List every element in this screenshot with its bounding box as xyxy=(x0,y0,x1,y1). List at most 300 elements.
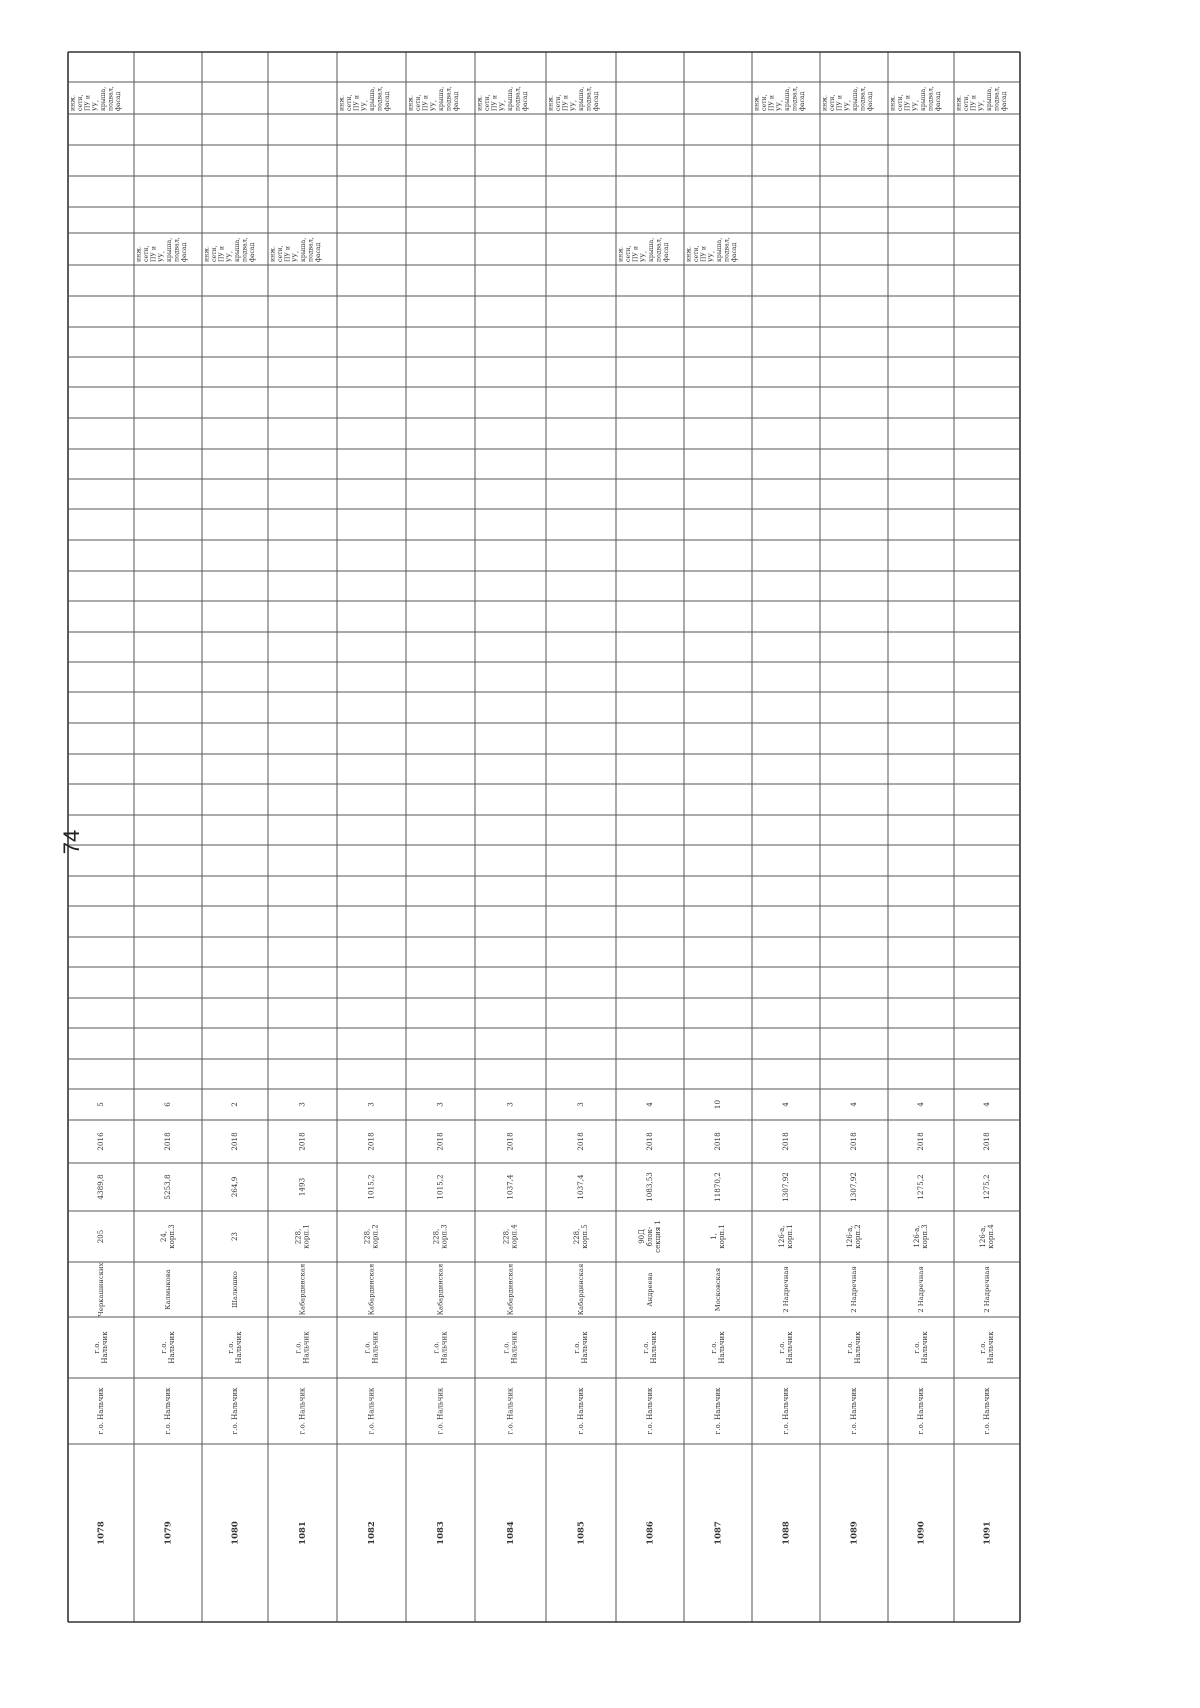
floors-cell-line: 5 xyxy=(96,1102,105,1107)
repair-works-note-line: подвал, xyxy=(585,86,593,111)
total-area-cell xyxy=(163,1174,172,1200)
repair-works-note-line: фасад xyxy=(181,242,189,262)
total-area-cell-line: 11870,2 xyxy=(713,1172,722,1202)
repair-works-note-line: сети, xyxy=(693,245,701,262)
repair-works-note-line: УУ, xyxy=(499,100,507,111)
repair-year-cell-line: 2018 xyxy=(576,1132,585,1151)
floors-cell xyxy=(163,1102,172,1107)
floors-cell xyxy=(916,1102,925,1107)
street-cell-line: Шалюшко xyxy=(231,1271,239,1308)
repair-year-cell xyxy=(367,1132,376,1151)
repair-works-note-line: сети, xyxy=(415,94,423,111)
house-number-cell xyxy=(979,1224,995,1249)
repair-works-note-line: крыша, xyxy=(233,237,241,262)
house-number-cell-line: 24, xyxy=(159,1230,168,1243)
street-cell xyxy=(714,1268,722,1311)
repair-works-note-line: фасад xyxy=(593,91,601,111)
house-number-cell xyxy=(846,1224,862,1248)
repair-works-note-line: ПУ и xyxy=(768,95,776,111)
repair-works-note-line: инж. xyxy=(955,95,963,111)
street-cell xyxy=(97,1262,105,1316)
repair-year-cell xyxy=(96,1132,105,1151)
house-number-cell-line: 1, xyxy=(709,1233,718,1240)
repair-works-note-line: крыша, xyxy=(99,86,107,111)
street-cell xyxy=(164,1269,172,1310)
settlement-cell-line: г.о. xyxy=(502,1341,511,1354)
total-area-cell xyxy=(713,1172,722,1202)
street-cell-line: 2 Надречная xyxy=(850,1266,858,1313)
settlement-cell-line: Нальчик xyxy=(371,1331,380,1364)
repair-works-note-line: крыша, xyxy=(783,86,791,111)
row-number-line: 1083 xyxy=(436,1521,446,1545)
municipality-cell xyxy=(368,1387,376,1434)
house-number-cell-line: корп.4 xyxy=(510,1224,519,1249)
total-area-cell-line: 1275,2 xyxy=(982,1174,991,1200)
street-cell xyxy=(299,1264,307,1315)
repair-works-note-line: сети, xyxy=(346,94,354,111)
floors-cell-line: 4 xyxy=(645,1102,654,1107)
repair-works-note-line: инж. xyxy=(69,95,77,111)
row-number xyxy=(983,1521,993,1545)
repair-year-cell xyxy=(781,1132,790,1151)
row-number-line: 1088 xyxy=(781,1521,792,1545)
municipality-cell-line: г.о. Нальчик xyxy=(850,1387,858,1435)
municipality-cell-line: г.о. Нальчик xyxy=(298,1387,307,1435)
settlement-cell xyxy=(642,1331,658,1364)
house-number-cell xyxy=(231,1232,239,1241)
total-area-cell-line: 1275,2 xyxy=(916,1174,925,1200)
repair-works-note-line: инж. xyxy=(476,95,484,111)
total-area-cell xyxy=(96,1174,105,1200)
floors-cell-line: 6 xyxy=(163,1102,172,1107)
repair-year-cell-line: 2018 xyxy=(230,1132,239,1151)
settlement-cell xyxy=(913,1331,929,1364)
repair-works-note xyxy=(618,237,671,262)
repair-works-note xyxy=(408,86,461,111)
repair-year-cell xyxy=(576,1132,585,1151)
house-number-cell xyxy=(710,1224,726,1248)
repair-works-note-line: УУ, xyxy=(430,100,438,111)
municipality-cell-line: г.о. Нальчик xyxy=(436,1387,445,1435)
house-number-cell-line: 228, xyxy=(294,1228,303,1245)
repair-works-note xyxy=(70,86,123,111)
settlement-cell xyxy=(573,1331,589,1364)
total-area-cell xyxy=(506,1174,515,1200)
floors-cell-line: 4 xyxy=(849,1102,858,1107)
settlement-cell-line: г.о. xyxy=(641,1341,650,1354)
total-area-cell-line: 1037,4 xyxy=(505,1174,515,1200)
row-number-line: 1079 xyxy=(163,1521,174,1545)
municipality-cell-line: г.о. Нальчик xyxy=(782,1387,790,1435)
settlement-cell xyxy=(710,1331,726,1364)
house-number-cell-line: 228, xyxy=(363,1228,372,1245)
row-number xyxy=(506,1521,516,1545)
house-number-cell-line: корп.5 xyxy=(581,1224,590,1249)
floors-cell xyxy=(367,1102,376,1107)
repair-works-note-line: подвал, xyxy=(173,237,181,262)
settlement-cell xyxy=(363,1331,379,1364)
repair-works-note-line: ПУ и xyxy=(218,246,226,262)
repair-works-note-line: УУ, xyxy=(978,100,986,111)
total-area-cell xyxy=(298,1177,307,1196)
repair-works-note-line: сети, xyxy=(484,94,492,111)
repair-works-note-line: крыша, xyxy=(851,86,859,111)
municipality-cell-line: г.о. Нальчик xyxy=(983,1387,991,1435)
repair-works-note-line: ПУ и xyxy=(353,95,361,111)
municipality-cell xyxy=(850,1387,858,1434)
settlement-cell-line: Нальчик xyxy=(921,1331,930,1364)
house-number-cell-line: 228, xyxy=(572,1228,581,1245)
floors-cell-line: 2 xyxy=(230,1102,239,1107)
repair-works-note-line: сети, xyxy=(211,245,219,262)
repair-year-cell xyxy=(298,1132,307,1151)
repair-works-note-line: подвал, xyxy=(307,237,315,262)
row-number xyxy=(646,1521,656,1545)
repair-works-note-line: фасад xyxy=(453,91,461,111)
municipality-cell xyxy=(714,1387,722,1434)
floors-cell xyxy=(982,1102,991,1107)
settlement-cell-line: г.о. xyxy=(777,1341,786,1354)
repair-works-note-line: УУ, xyxy=(570,100,578,111)
house-number-cell-line: 228, xyxy=(432,1228,441,1245)
repair-works-note-line: крыша, xyxy=(506,86,514,111)
repair-works-note-line: фасад xyxy=(115,91,123,111)
repair-works-note-line: ПУ и xyxy=(150,246,158,262)
house-number-cell xyxy=(363,1224,379,1248)
municipality-cell-line: г.о. Нальчик xyxy=(97,1387,105,1435)
house-number-cell-line: корп.1 xyxy=(302,1224,311,1249)
floors-cell-line: 10 xyxy=(713,1099,722,1110)
street-cell xyxy=(646,1272,654,1306)
row-number-line: 1084 xyxy=(506,1521,516,1545)
municipality-cell xyxy=(646,1387,654,1434)
settlement-cell-line: Нальчик xyxy=(302,1331,311,1364)
repair-works-note-line: ПУ и xyxy=(970,95,978,111)
repair-year-cell-line: 2018 xyxy=(366,1132,376,1151)
repair-works-note-line: сети, xyxy=(829,94,837,111)
settlement-cell xyxy=(93,1331,109,1364)
repair-works-note xyxy=(204,237,257,262)
repair-works-note-line: инж. xyxy=(685,246,693,262)
street-cell-line: 2 Надречная xyxy=(782,1266,790,1313)
floors-cell-line: 3 xyxy=(297,1102,307,1107)
row-number-line: 1089 xyxy=(849,1521,860,1545)
settlement-cell-line: Нальчик xyxy=(581,1331,590,1364)
floors-cell xyxy=(230,1102,239,1107)
floors-cell-line: 3 xyxy=(435,1102,445,1107)
repair-works-note-line: подвал, xyxy=(791,86,799,111)
repair-works-note-line: инж. xyxy=(821,95,829,111)
total-area-cell xyxy=(576,1174,585,1200)
repair-works-note-line: ПУ и xyxy=(491,95,499,111)
house-number-cell-line: 126-а, xyxy=(912,1225,921,1248)
repair-works-note-line: подвал, xyxy=(107,86,115,111)
row-number-line: 1085 xyxy=(576,1521,587,1545)
row-number-line: 1086 xyxy=(645,1521,656,1545)
settlement-cell-line: г.о. xyxy=(226,1341,235,1354)
house-number-cell-line: корп.3 xyxy=(168,1224,177,1249)
repair-year-cell-line: 2018 xyxy=(713,1132,722,1151)
repair-year-cell xyxy=(645,1132,654,1151)
house-number-cell-line: корп.1 xyxy=(718,1224,727,1249)
settlement-cell-line: Нальчик xyxy=(168,1331,177,1364)
street-cell xyxy=(782,1266,790,1312)
house-number-cell-line: 205 xyxy=(97,1229,105,1244)
house-number-cell-line: 23 xyxy=(231,1232,239,1241)
municipality-cell-line: г.о. Нальчик xyxy=(577,1387,585,1435)
settlement-cell-line: г.о. xyxy=(159,1341,168,1354)
house-number-cell xyxy=(573,1224,589,1248)
repair-works-note-line: сети, xyxy=(761,94,769,111)
repair-works-note xyxy=(686,237,739,262)
municipality-cell-line: г.о. Нальчик xyxy=(714,1387,722,1435)
row-number xyxy=(782,1521,792,1545)
house-number-cell-line: 228, xyxy=(502,1228,511,1245)
floors-cell-line: 3 xyxy=(505,1102,515,1107)
repair-works-note-line: УУ, xyxy=(708,251,716,262)
floors-cell xyxy=(645,1102,654,1107)
repair-works-note-line: крыша, xyxy=(165,237,173,262)
row-number-line: 1081 xyxy=(298,1521,308,1545)
repair-year-cell xyxy=(163,1132,172,1151)
row-number xyxy=(436,1521,446,1545)
municipality-cell xyxy=(507,1387,515,1434)
settlement-cell xyxy=(979,1331,995,1364)
repair-works-note xyxy=(477,86,530,111)
floors-cell xyxy=(576,1102,585,1107)
house-number-cell xyxy=(97,1230,105,1243)
row-number xyxy=(164,1521,174,1545)
repair-works-note-line: крыша, xyxy=(919,86,927,111)
house-number-cell xyxy=(432,1224,448,1248)
repair-year-cell-line: 2018 xyxy=(849,1132,858,1151)
total-area-cell-line: 1307,92 xyxy=(849,1172,858,1202)
house-number-cell-line: корп.3 xyxy=(440,1224,449,1249)
repair-year-cell-line: 2018 xyxy=(781,1132,790,1151)
settlement-cell-line: Нальчик xyxy=(987,1331,996,1364)
settlement-cell xyxy=(502,1331,518,1364)
municipality-cell xyxy=(917,1387,925,1434)
floors-cell-line: 4 xyxy=(982,1102,991,1107)
repair-works-note-line: подвал, xyxy=(927,86,935,111)
repair-works-note-line: инж. xyxy=(889,95,897,111)
floors-cell xyxy=(96,1102,105,1107)
settlement-cell-line: Нальчик xyxy=(235,1331,244,1364)
settlement-cell-line: Нальчик xyxy=(650,1331,659,1364)
repair-works-note-line: фасад xyxy=(249,242,257,262)
repair-works-note-line: ПУ и xyxy=(284,246,292,262)
repair-works-note-line: крыша, xyxy=(715,237,723,262)
municipality-cell-line: г.о. Нальчик xyxy=(231,1387,239,1435)
municipality-cell-line: г.о. Нальчик xyxy=(367,1387,376,1435)
house-number-cell-line: корп.2 xyxy=(854,1224,863,1249)
row-number-line: 1087 xyxy=(713,1521,724,1545)
repair-works-note-line: подвал, xyxy=(376,86,384,111)
settlement-cell xyxy=(432,1331,448,1364)
row-number xyxy=(97,1521,107,1545)
floors-cell xyxy=(849,1102,858,1107)
repair-works-note-line: подвал, xyxy=(723,237,731,262)
house-number-cell-line: 90Д xyxy=(637,1229,646,1244)
repair-works-note-line: ПУ и xyxy=(700,246,708,262)
total-area-cell-line: 264,9 xyxy=(230,1176,239,1198)
total-area-cell-line: 1015,2 xyxy=(435,1174,445,1200)
settlement-cell-line: г.о. xyxy=(432,1341,441,1354)
house-number-cell xyxy=(638,1220,662,1253)
municipality-cell-line: г.о. Нальчик xyxy=(164,1387,172,1435)
settlement-cell xyxy=(227,1331,243,1364)
settlement-cell-line: г.о. xyxy=(363,1341,372,1354)
repair-works-note-line: сети, xyxy=(897,94,905,111)
street-cell xyxy=(507,1264,515,1315)
house-number-cell-line: секция 1 xyxy=(654,1220,663,1253)
municipality-cell-line: г.о. Нальчик xyxy=(646,1387,654,1435)
repair-year-cell-line: 2016 xyxy=(96,1132,105,1151)
repair-works-note-line: сети, xyxy=(143,245,151,262)
street-cell xyxy=(850,1266,858,1312)
floors-cell xyxy=(781,1102,790,1107)
municipality-cell xyxy=(437,1387,445,1434)
total-area-cell-line: 1493 xyxy=(297,1177,307,1197)
repair-year-cell-line: 2018 xyxy=(505,1132,515,1151)
floors-cell-line: 3 xyxy=(576,1102,585,1107)
floors-cell-line: 3 xyxy=(366,1102,376,1107)
repair-works-note-line: фасад xyxy=(799,91,807,111)
municipality-cell xyxy=(231,1387,239,1434)
house-number-cell xyxy=(778,1224,794,1248)
repair-works-note-line: ПУ и xyxy=(632,246,640,262)
repair-year-cell xyxy=(230,1132,239,1151)
street-cell-line: Кабардинская xyxy=(436,1263,445,1316)
repair-works-note-line: инж. xyxy=(135,246,143,262)
floors-cell-line: 4 xyxy=(916,1102,925,1107)
repair-works-note-line: инж. xyxy=(407,95,415,111)
settlement-cell-line: Нальчик xyxy=(718,1331,727,1364)
settlement-cell xyxy=(778,1331,794,1364)
street-cell xyxy=(917,1266,925,1312)
street-cell xyxy=(437,1264,445,1315)
municipality-cell-line: г.о. Нальчик xyxy=(917,1387,925,1435)
house-number-cell-line: корп.3 xyxy=(921,1224,930,1249)
repair-works-note-line: крыша, xyxy=(577,86,585,111)
repair-works-note xyxy=(270,237,323,262)
house-number-cell xyxy=(502,1224,518,1249)
repair-year-cell-line: 2018 xyxy=(435,1132,445,1151)
total-area-cell-line: 5253,8 xyxy=(163,1174,172,1200)
total-area-cell-line: 1083,53 xyxy=(645,1172,654,1202)
repair-works-note-line: фасад xyxy=(731,242,739,262)
repair-year-cell xyxy=(713,1132,722,1151)
settlement-cell xyxy=(160,1331,176,1364)
row-number-line: 1078 xyxy=(96,1521,107,1545)
total-area-cell xyxy=(367,1174,376,1199)
municipality-cell xyxy=(782,1387,790,1434)
repair-works-note-line: УУ, xyxy=(912,100,920,111)
floors-cell xyxy=(713,1100,722,1110)
repair-works-note-line: УУ, xyxy=(844,100,852,111)
repair-year-cell xyxy=(506,1132,515,1151)
table-cells xyxy=(70,86,1009,1545)
total-area-cell xyxy=(982,1174,991,1199)
repair-works-note-line: УУ, xyxy=(292,251,300,262)
repair-works-note-line: подвал, xyxy=(993,86,1001,111)
repair-year-cell-line: 2018 xyxy=(645,1132,654,1151)
total-area-cell-line: 1307,92 xyxy=(781,1172,790,1202)
repair-works-note-line: инж. xyxy=(547,95,555,111)
street-cell-line: Кабардинская xyxy=(506,1263,515,1316)
repair-works-note-line: подвал, xyxy=(241,237,249,262)
row-number-line: 1090 xyxy=(916,1521,927,1545)
total-area-cell-line: 4389,8 xyxy=(96,1174,105,1200)
repair-works-note-line: крыша, xyxy=(368,86,376,111)
repair-works-note-line: ПУ и xyxy=(562,95,570,111)
settlement-cell-line: Нальчик xyxy=(786,1331,795,1364)
floors-cell-line: 4 xyxy=(781,1102,790,1107)
repair-year-cell xyxy=(982,1132,991,1151)
street-cell-line: Кабардинская xyxy=(367,1263,376,1316)
total-area-cell xyxy=(849,1172,858,1202)
settlement-cell-line: г.о. xyxy=(845,1341,854,1354)
repair-works-note-line: фасад xyxy=(384,91,392,111)
municipality-cell xyxy=(983,1387,991,1434)
repair-works-note-line: подвал, xyxy=(514,86,522,111)
page-number: 74 xyxy=(59,829,84,855)
repair-works-note-line: инж. xyxy=(617,246,625,262)
repair-works-note-line: УУ, xyxy=(361,100,369,111)
repair-works-note-line: ПУ и xyxy=(422,95,430,111)
floors-cell xyxy=(298,1102,307,1107)
repair-year-cell xyxy=(849,1132,858,1151)
repair-works-note-line: УУ, xyxy=(776,100,784,111)
street-cell-line: Черкашинских xyxy=(97,1262,105,1317)
repair-works-note-line: ПУ и xyxy=(836,95,844,111)
total-area-cell xyxy=(230,1176,239,1197)
repair-works-note-line: сети, xyxy=(77,94,85,111)
row-number-line: 1091 xyxy=(982,1521,993,1545)
repair-works-note-line: сети, xyxy=(555,94,563,111)
settlement-cell-line: Нальчик xyxy=(101,1331,110,1364)
repair-works-note-line: фасад xyxy=(315,242,323,262)
repair-works-note-line: крыша, xyxy=(985,86,993,111)
row-number xyxy=(714,1521,724,1545)
repair-year-cell-line: 2018 xyxy=(297,1132,307,1151)
house-number-cell-line: корп.1 xyxy=(786,1224,795,1249)
repair-works-note-line: УУ, xyxy=(158,251,166,262)
municipality-cell xyxy=(299,1387,307,1434)
row-number-line: 1082 xyxy=(367,1521,377,1545)
settlement-cell-line: Нальчик xyxy=(440,1331,449,1364)
table-grid xyxy=(68,52,1020,1622)
house-number-cell-line: 126-а, xyxy=(777,1225,786,1248)
settlement-cell-line: г.о. xyxy=(709,1341,718,1354)
municipality-cell xyxy=(164,1387,172,1434)
street-cell-line: Кабардинская xyxy=(577,1263,585,1316)
house-number-cell-line: блок- xyxy=(646,1226,654,1247)
repair-works-note-line: УУ, xyxy=(640,251,648,262)
row-number xyxy=(850,1521,860,1545)
settlement-cell-line: г.о. xyxy=(572,1341,581,1354)
repair-works-note-line: крыша, xyxy=(299,237,307,262)
repair-year-cell-line: 2018 xyxy=(982,1132,991,1151)
repair-works-note-line: УУ, xyxy=(226,251,234,262)
repair-works-note-line: фасад xyxy=(935,91,943,111)
repair-works-note xyxy=(822,86,875,111)
repair-works-note-line: подвал, xyxy=(445,86,453,111)
repair-works-note-line: фасад xyxy=(1001,91,1009,111)
house-number-cell xyxy=(294,1224,310,1248)
row-number xyxy=(298,1521,308,1545)
municipality-cell xyxy=(97,1387,105,1434)
